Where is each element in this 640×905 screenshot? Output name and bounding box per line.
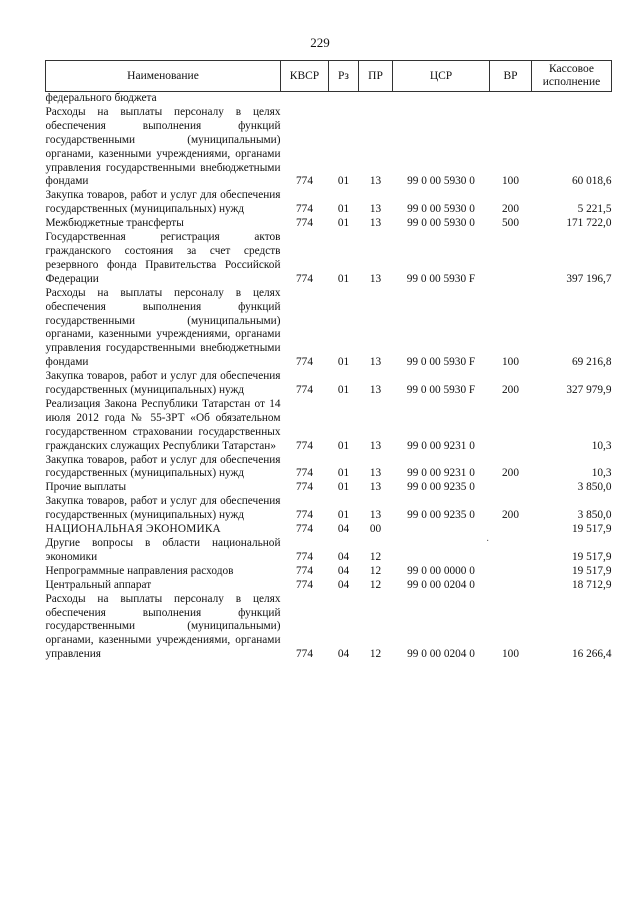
cell-name: Непрограммные направления расходов: [45, 564, 234, 577]
cell-rz: 01: [337, 203, 350, 216]
cell-name: Другие вопросы в области национальной экономики: [45, 537, 281, 563]
header-rz: Рз: [329, 61, 359, 92]
header-pr: ПР: [359, 61, 393, 92]
cell-csr: 99 0 00 0000 0: [407, 564, 475, 577]
cell-name: Закупка товаров, работ и услуг для обеспечения государственных (муниципальных) нужд: [45, 189, 281, 216]
table-row: [46, 398, 612, 454]
cell-amount: 397 196,7: [566, 272, 612, 285]
cell-pr: [359, 92, 393, 106]
table-row: [46, 189, 612, 217]
cell-pr: 12: [369, 648, 382, 661]
cell-vr: 200: [502, 384, 519, 397]
cell-csr: 99 0 00 9235 0: [407, 481, 475, 494]
cell-kvsr: 774: [296, 509, 313, 522]
cell-kvsr: 774: [296, 203, 313, 216]
table-row: [46, 481, 612, 495]
cell-name: Реализация Закона Республики Татарстан от 14 июля 2012 года № 55-ЗРТ «Об обязательном государственном страховании государственных гражданских служащих Республики Татарстан»: [45, 397, 281, 452]
cell-csr: [393, 92, 490, 106]
cell-amount: 171 722,0: [566, 217, 612, 230]
cell-rz: 01: [337, 272, 350, 285]
cell-csr: 99 0 00 9235 0: [407, 509, 475, 522]
cell-pr: 13: [369, 509, 382, 522]
cell-pr: 13: [369, 439, 382, 452]
cell-vr: 200: [502, 467, 519, 480]
table-row: [46, 495, 612, 523]
cell-rz: 01: [337, 481, 350, 494]
table-row: [46, 217, 612, 231]
cell-pr: 00: [369, 523, 382, 536]
cell-csr: [393, 537, 490, 565]
cell-name: Закупка товаров, работ и услуг для обеспечения государственных (муниципальных) нужд: [45, 370, 281, 397]
cell-csr: 99 0 00 5930 F: [406, 384, 476, 397]
cell-csr: 99 0 00 0204 0: [407, 648, 475, 661]
cell-csr: 99 0 00 9231 0: [407, 439, 475, 452]
cell-amount: 18 712,9: [571, 578, 612, 591]
cell-name: Центральный аппарат: [45, 578, 152, 591]
table-row: [46, 287, 612, 370]
table-row: [46, 565, 612, 579]
cell-vr: 500: [502, 217, 519, 230]
table-row: [46, 106, 612, 189]
cell-kvsr: 774: [296, 439, 313, 452]
cell-pr: 13: [369, 175, 382, 188]
cell-amount: 3 850,0: [577, 481, 612, 494]
cell-amount: 10,3: [591, 439, 612, 452]
cell-vr: [490, 481, 532, 495]
cell-rz: 01: [337, 439, 350, 452]
cell-name: НАЦИОНАЛЬНАЯ ЭКОНОМИКА: [45, 523, 221, 536]
cell-csr: [393, 523, 490, 537]
budget-table: [45, 60, 612, 662]
cell-kvsr: 774: [296, 467, 313, 480]
cell-amount: 10,3: [591, 467, 612, 480]
cell-rz: 04: [337, 523, 350, 536]
cell-pr: 13: [369, 384, 382, 397]
cell-pr: 13: [369, 272, 382, 285]
cell-rz: 01: [337, 356, 350, 369]
cell-kvsr: 774: [296, 550, 313, 563]
table-body: [46, 92, 612, 663]
cell-amount: 19 517,9: [571, 550, 612, 563]
cell-vr: [490, 523, 532, 537]
cell-pr: 12: [369, 564, 382, 577]
cell-pr: 13: [369, 467, 382, 480]
cell-vr: [490, 231, 532, 287]
header-amount: Кассовое исполнение: [532, 61, 612, 92]
cell-name: Расходы на выплаты персоналу в целях обеспечения выполнения функций государственными (муниципальными) органами, казенными учреждениями, органами управления: [45, 592, 281, 661]
table-row: [46, 370, 612, 398]
table-row: [46, 92, 612, 106]
cell-vr: 100: [502, 356, 519, 369]
cell-rz: 01: [337, 384, 350, 397]
cell-pr: 12: [369, 550, 382, 563]
cell-pr: 13: [369, 203, 382, 216]
cell-csr: 99 0 00 5930 0: [407, 217, 475, 230]
cell-kvsr: 774: [296, 272, 313, 285]
cell-kvsr: 774: [296, 578, 313, 591]
table-row: [46, 231, 612, 287]
cell-amount: 19 517,9: [571, 564, 612, 577]
header-name: Наименование: [46, 61, 281, 92]
cell-vr: [490, 537, 532, 565]
table-header: [46, 61, 612, 92]
cell-name: Закупка товаров, работ и услуг для обеспечения государственных (муниципальных) нужд: [45, 453, 281, 480]
cell-kvsr: 774: [296, 175, 313, 188]
cell-pr: 13: [369, 356, 382, 369]
table-row: [46, 523, 612, 537]
cell-vr: 200: [502, 203, 519, 216]
cell-csr: 99 0 00 9231 0: [407, 467, 475, 480]
cell-rz: 04: [337, 550, 350, 563]
cell-rz: [329, 92, 359, 106]
cell-amount: 69 216,8: [571, 356, 612, 369]
cell-csr: 99 0 00 5930 F: [406, 356, 476, 369]
header-csr: ЦСР: [393, 61, 490, 92]
cell-kvsr: 774: [296, 523, 313, 536]
cell-name: федерального бюджета: [45, 92, 157, 104]
table-row: [46, 579, 612, 593]
cell-csr: 99 0 00 0204 0: [407, 578, 475, 591]
header-kvsr: КВСР: [281, 61, 329, 92]
cell-pr: 13: [369, 481, 382, 494]
header-vr: ВР: [490, 61, 532, 92]
cell-vr: 100: [502, 175, 519, 188]
cell-name: Расходы на выплаты персоналу в целях обеспечения выполнения функций государственными (муниципальными) органами, казенными учреждениями, органами управления государственными внебюджетными фондами: [45, 286, 281, 369]
cell-name: Межбюджетные трансферты: [45, 217, 184, 230]
cell-vr: [490, 565, 532, 579]
scan-dot: ·: [486, 536, 490, 547]
cell-amount: 60 018,6: [571, 175, 612, 188]
cell-name: Закупка товаров, работ и услуг для обеспечения государственных (муниципальных) нужд: [45, 495, 281, 522]
cell-name: Прочие выплаты: [45, 481, 127, 494]
cell-rz: 01: [337, 217, 350, 230]
cell-rz: 04: [337, 648, 350, 661]
cell-kvsr: 774: [296, 648, 313, 661]
cell-rz: 04: [337, 564, 350, 577]
cell-rz: 01: [337, 467, 350, 480]
cell-csr: 99 0 00 5930 0: [407, 203, 475, 216]
cell-vr: 100: [502, 648, 519, 661]
cell-csr: 99 0 00 5930 0: [407, 175, 475, 188]
cell-amount: 16 266,4: [571, 648, 612, 661]
cell-kvsr: 774: [296, 384, 313, 397]
cell-csr: 99 0 00 5930 F: [406, 272, 476, 285]
table-row: [46, 454, 612, 482]
cell-name: Государственная регистрация актов гражданского состояния за счет средств резервного фонда Правительства Российской Федерации: [45, 231, 281, 285]
cell-vr: [490, 92, 532, 106]
cell-kvsr: 774: [296, 564, 313, 577]
cell-amount: 19 517,9: [571, 523, 612, 536]
cell-vr: [490, 579, 532, 593]
cell-kvsr: 774: [296, 481, 313, 494]
cell-kvsr: 774: [296, 217, 313, 230]
cell-amount: [532, 92, 612, 106]
cell-kvsr: 774: [296, 356, 313, 369]
cell-amount: 5 221,5: [577, 203, 612, 216]
cell-name: Расходы на выплаты персоналу в целях обеспечения выполнения функций государственными (муниципальными) органами, казенными учреждениями, органами управления государственными внебюджетными фондами: [45, 105, 281, 188]
cell-vr: [490, 398, 532, 454]
cell-rz: 01: [337, 175, 350, 188]
cell-amount: 3 850,0: [577, 509, 612, 522]
cell-pr: 12: [369, 578, 382, 591]
cell-amount: 327 979,9: [566, 384, 612, 397]
cell-pr: 13: [369, 217, 382, 230]
cell-vr: 200: [502, 509, 519, 522]
cell-rz: 01: [337, 509, 350, 522]
table-row: [46, 537, 612, 565]
cell-kvsr: [281, 92, 329, 106]
table-row: [46, 593, 612, 663]
page-number: 229: [310, 35, 330, 50]
cell-rz: 04: [337, 578, 350, 591]
